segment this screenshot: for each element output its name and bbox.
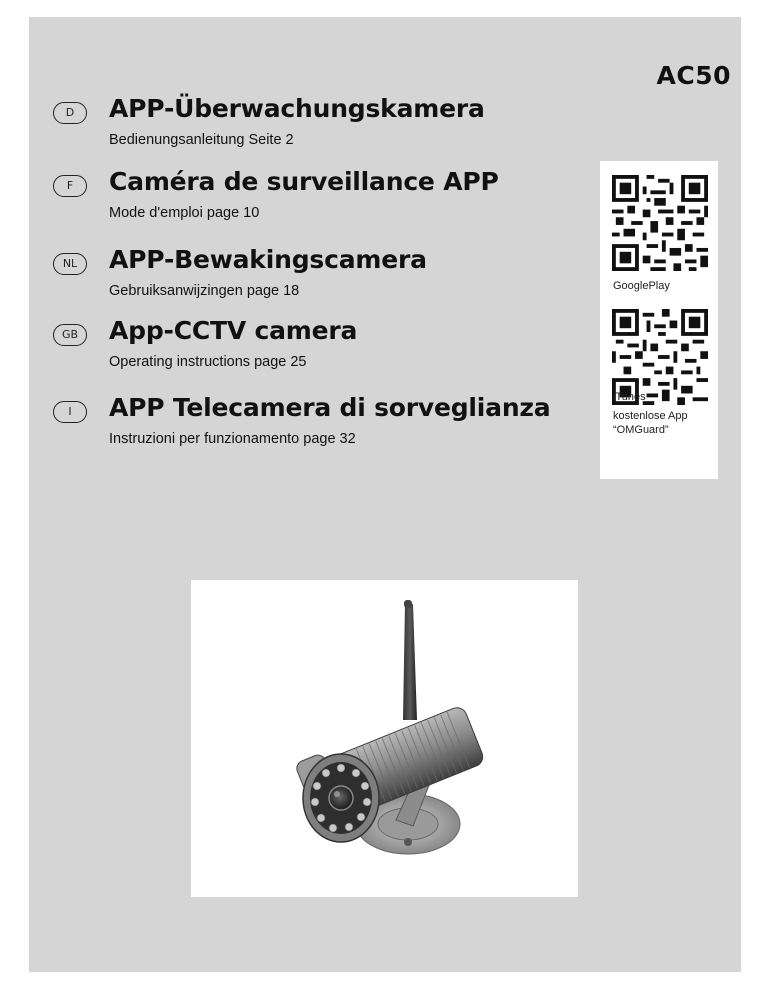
qr-code-icon[interactable]	[612, 175, 708, 271]
product-photo	[191, 580, 578, 897]
language-subtitle: Mode d'emploi page 10	[109, 205, 260, 221]
itunes-label: iTunes	[613, 391, 646, 403]
language-title: App-CCTV camera	[109, 316, 358, 345]
app-note	[613, 409, 688, 437]
language-subtitle: Bedienungsanleitung Seite 2	[109, 132, 294, 148]
language-title: APP-Bewakingscamera	[109, 245, 427, 274]
qr-code-panel	[600, 161, 718, 479]
app-note-line-2: “OMGuard”	[613, 424, 669, 436]
language-subtitle: Instruzioni per funzionamento page 32	[109, 431, 356, 447]
language-badge: GB	[53, 324, 87, 346]
language-badge: D	[53, 102, 87, 124]
google-play-label: GooglePlay	[613, 280, 670, 292]
language-title: APP-Überwachungskamera	[109, 94, 485, 123]
manual-cover	[29, 17, 741, 972]
language-title: Caméra de surveillance APP	[109, 167, 499, 196]
language-badge: I	[53, 401, 87, 423]
language-title: APP Telecamera di sorveglianza	[109, 393, 551, 422]
language-badge: F	[53, 175, 87, 197]
language-badge: NL	[53, 253, 87, 275]
app-note-line-1: kostenlose App	[613, 410, 688, 422]
model-number: AC50	[656, 61, 731, 90]
language-subtitle: Operating instructions page 25	[109, 354, 307, 370]
outdoor-camera-image	[191, 580, 578, 897]
language-subtitle: Gebruiksanwijzingen page 18	[109, 283, 300, 299]
